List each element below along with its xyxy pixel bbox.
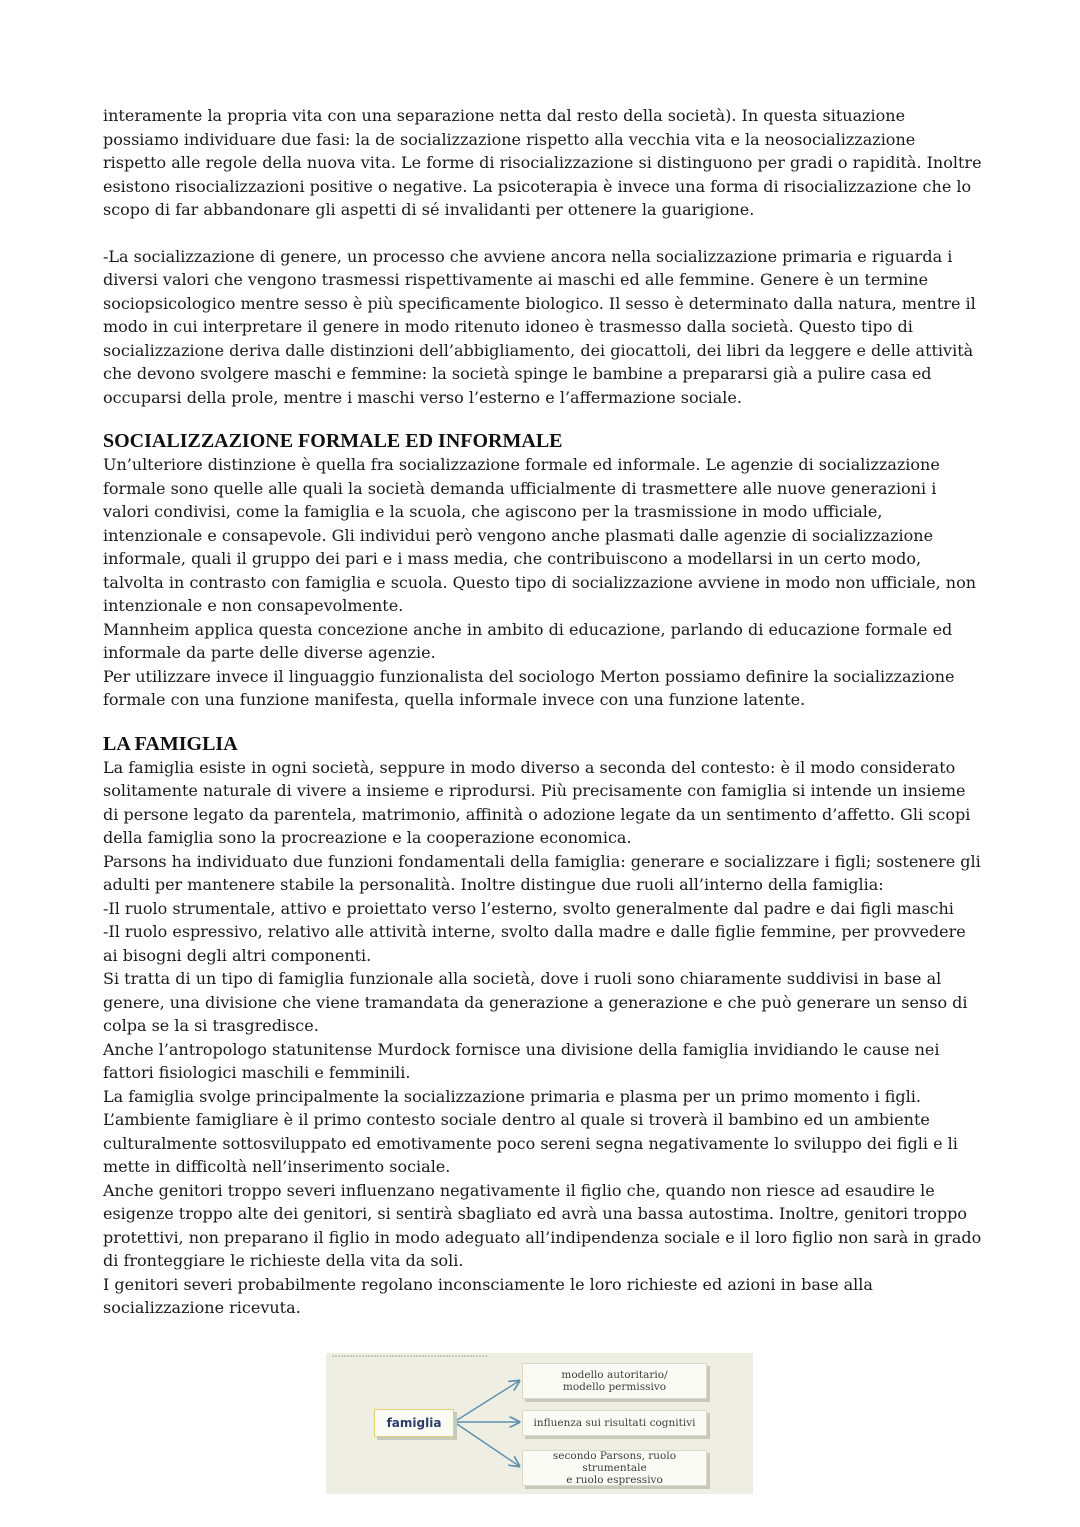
paragraph-famiglia-7: La famiglia svolge principalmente la socializzazione primaria e plasma per un primo momento i figli. L’ambiente famigliare è il primo contesto sociale dentro al quale si troverà il bambino ed un ambiente culturalmente sottosviluppato ed emotivamente poco sereni segna negativamente lo sviluppo dei figli e li mette in difficoltà nell’inserimento sociale. [103, 1086, 958, 1176]
paragraph-famiglia-9: I genitori severi probabilmente regolano inconsciamente le loro richieste ed azioni in base alla socializzazione ricevuta. [103, 1274, 873, 1317]
paragraph-famiglia-6: Anche l’antropologo statunitense Murdock fornisce una divisione della famiglia invidiando le cause nei fattori fisiologici maschili e femminili. [103, 1039, 940, 1082]
arrow-to-branch-1 [454, 1381, 519, 1422]
node-modello-line-1: modello autoritario/ [561, 1369, 668, 1381]
famiglia-diagram [326, 1353, 753, 1494]
node-modello-line-2: modello permissivo [562, 1381, 667, 1393]
node-influenza-cognitivi: influenza sui risultati cognitivi [522, 1410, 707, 1436]
paragraph-socializzazione-genere: -La socializzazione di genere, un processo che avviene ancora nella socializzazione primaria e riguarda i diversi valori che vengono trasmessi rispettivamente ai maschi ed alle femmine. Genere è un termine sociopsicologico mentre sesso è più specificamente biologico. Il sesso è determinato dalla natura, mentre il modo in cui interpretare il genere in modo ritenuto idoneo è trasmesso dalla società. Questo tipo di socializzazione deriva dalle distinzioni dell’abbigliamento, dei giocattoli, dei libri da leggere e delle attività che devono svolgere maschi e femmine: la società spinge le bambine a prepararsi già a pulire casa ed occuparsi della prole, mentre i maschi verso l’esterno e l’affermazione sociale. [103, 246, 976, 407]
paragraph-risocializzazione: interamente la propria vita con una separazione netta dal resto della società). In questa situazione possiamo individuare due fasi: la de socializzazione rispetto alla vecchia vita e la neosocializzazione rispetto alle regole della nuova vita. Le forme di risocializzazione si distinguono per gradi o rapidità. Inoltre esistono risocializzazioni positive o negative. La psicoterapia è invece una forma di risocializzazione che lo scopo di far abbandonare gli aspetti di sé invalidanti per ottenere la guarigione. [103, 106, 982, 219]
paragraph-famiglia-4: -Il ruolo espressivo, relativo alle attività interne, svolto dalla madre e dalle figlie femmine, per provvedere ai bisogni degli altri componenti. [103, 922, 966, 965]
heading-la-famiglia: LA FAMIGLIA [103, 732, 238, 755]
heading-socializzazione-formale: SOCIALIZZAZIONE FORMALE ED INFORMALE [103, 430, 563, 452]
arrow-to-branch-3 [454, 1422, 519, 1466]
paragraph-famiglia-1: La famiglia esiste in ogni società, seppure in modo diverso a seconda del contesto: è il modo considerato solitamente naturale di vivere a insieme e riprodursi. Più precisamente con famiglia si intende un insieme di persone legato da parentela, matrimonio, affinità o adozione legate da un sentimento d’affetto. Gli scopi della famiglia sono la procreazione e la cooperazione economica. [103, 757, 971, 847]
node-modello-autoritario [522, 1363, 707, 1399]
paragraph-famiglia-2: Parsons ha individuato due funzioni fondamentali della famiglia: generare e socializzare i figli; sostenere gli adulti per mantenere stabile la personalità. Inoltre distingue due ruoli all’interno della famiglia: [103, 851, 981, 894]
node-parsons-line-1: secondo Parsons, ruolo strumentale [552, 1450, 677, 1474]
document-body [103, 104, 983, 1320]
node-famiglia: famiglia [374, 1409, 454, 1437]
node-parsons-ruoli [522, 1450, 707, 1486]
paragraph-famiglia-8: Anche genitori troppo severi influenzano negativamente il figlio che, quando non riesce ad esaudire le esigenze troppo alte dei genitori, si sentirà sbagliato ed avrà una bassa autostima. Inoltre, genitori troppo protettivi, non preparano il figlio in modo adeguato all’indipendenza sociale e il loro figlio non sarà in grado di fronteggiare le richieste della vita da soli. [103, 1180, 982, 1270]
paragraph-famiglia-5: Si tratta di un tipo di famiglia funzionale alla società, dove i ruoli sono chiaramente suddivisi in base al genere, una divisione che viene tramandata da generazione a generazione e che può generare un senso di colpa se la si trasgredisce. [103, 969, 968, 1035]
paragraph-formale-3: Per utilizzare invece il linguaggio funzionalista del sociologo Merton possiamo definire la socializzazione formale con una funzione manifesta, quella informale invece con una funzione latente. [103, 666, 955, 709]
paragraph-famiglia-3: -Il ruolo strumentale, attivo e proiettato verso l’esterno, svolto generalmente dal padre e dai figli maschi [103, 898, 954, 918]
paragraph-formale-1: Un’ulteriore distinzione è quella fra socializzazione formale ed informale. Le agenzie di socializzazione formale sono quelle alle quali la società demanda ufficialmente di trasmettere alle nuove generazioni i valori condivisi, come la famiglia e la scuola, che agiscono per la trasmissione in modo ufficiale, intenzionale e consapevole. Gli individui però vengono anche plasmati dalle agenzie di socializzazione informale, quali il gruppo dei pari e i mass media, che contribuiscono a modellarsi in un certo modo, talvolta in contrasto con famiglia e scuola. Questo tipo di socializzazione avviene in modo non ufficiale, non intenzionale e non consapevolmente. [103, 455, 977, 615]
node-parsons-line-2: e ruolo espressivo [566, 1474, 663, 1486]
paragraph-formale-2: Mannheim applica questa concezione anche in ambito di educazione, parlando di educazione formale ed informale da parte delle diverse agenzie. [103, 619, 953, 662]
